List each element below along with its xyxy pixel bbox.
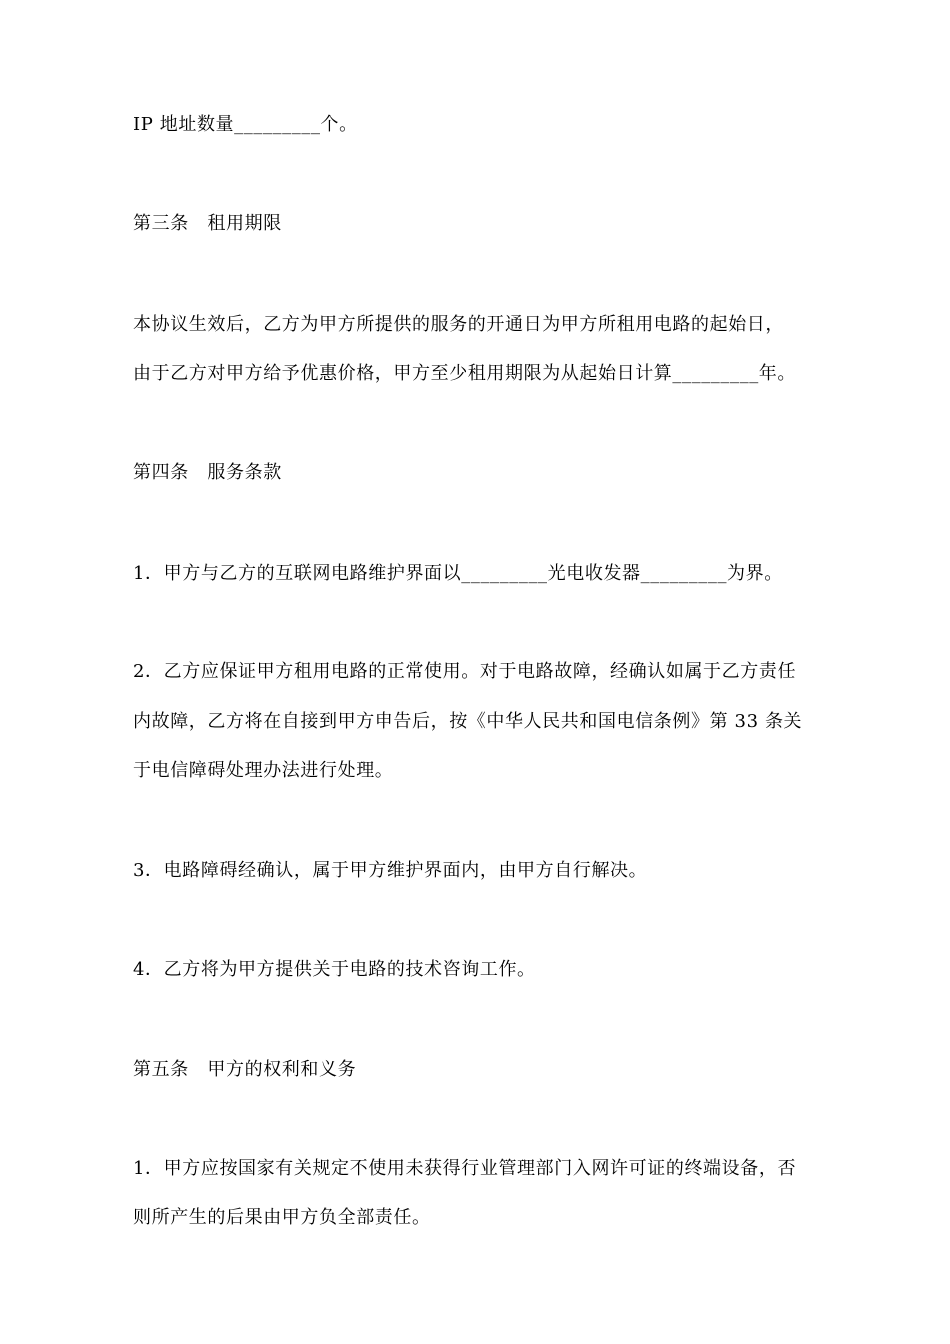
article-4-item-3: 3．电路障碍经确认，属于甲方维护界面内，由甲方自行解决。	[133, 860, 648, 881]
article-5-item-1-line-1: 1．甲方应按国家有关规定不使用未获得行业管理部门入网许可证的终端设备，否	[133, 1158, 797, 1179]
article-4-item-1: 1．甲方与乙方的互联网电路维护界面以_________光电收发器_________为界。	[133, 563, 783, 584]
article-3-paragraph-line-2: 由于乙方对甲方给予优惠价格，甲方至少租用期限为从起始日计算_________年。	[133, 363, 796, 384]
article-3-heading: 第三条 租用期限	[133, 213, 282, 234]
article-4-heading: 第四条 服务条款	[133, 462, 282, 483]
article-3-paragraph-line-1: 本协议生效后，乙方为甲方所提供的服务的开通日为甲方所租用电路的起始日，	[133, 314, 784, 335]
article-5-item-1-line-2: 则所产生的后果由甲方负全部责任。	[133, 1207, 431, 1228]
article-5-heading: 第五条 甲方的权利和义务	[133, 1059, 357, 1080]
article-4-item-2-line-2: 内故障，乙方将在自接到甲方申告后，按《中华人民共和国电信条例》第 33 条关	[133, 711, 803, 732]
ip-address-count-line: IP 地址数量_________个。	[133, 114, 358, 135]
article-4-item-2-line-1: 2．乙方应保证甲方租用电路的正常使用。对于电路故障，经确认如属于乙方责任	[133, 661, 797, 682]
article-4-item-2-line-3: 于电信障碍处理办法进行处理。	[133, 760, 394, 781]
article-4-item-4: 4．乙方将为甲方提供关于电路的技术咨询工作。	[133, 959, 536, 980]
